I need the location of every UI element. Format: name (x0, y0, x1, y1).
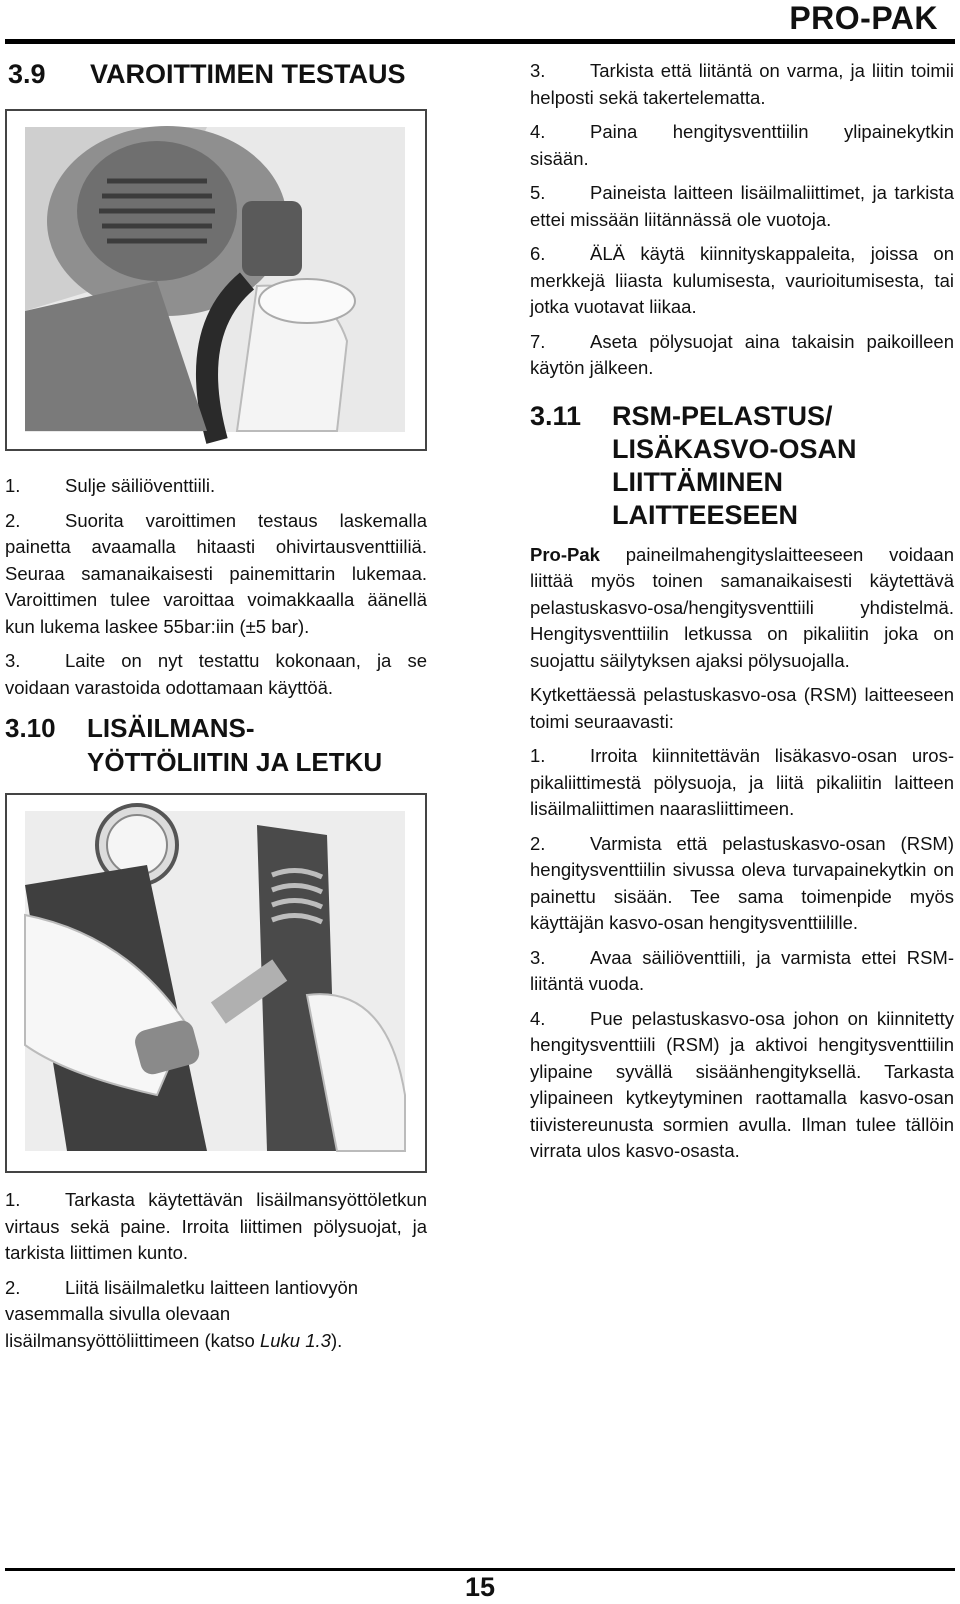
lead-paragraph: Kytkettäessä pelastuskasvo-osa (RSM) laitteeseen toimi seuraavasti: (530, 684, 954, 732)
section-number: 3.9 (8, 59, 46, 89)
list-item: 4. Pue pelastuskasvo-osa johon on kiinnitetty hengitysventtiili (RSM) ja aktivoi hengitysventtiilin ylipaine syvällä sisäänhengityksellä. Tarkasta ylipaineen kytkeytyminen raottamalla kasvo-osan tiivistereunusta sormien avulla. Ilman tulee tällöin virrata ulos kasvo-osasta. (530, 1007, 954, 1161)
list-item: 1. Irroita kiinnitettävän lisäkasvo-osan uros-pikaliittimestä pölysuoja, ja liitä pikaliitin laitteen lisäilmaliittimen naarasliittimeen. (530, 745, 954, 819)
section-3-11-heading (530, 400, 954, 532)
list-item: 7. Aseta pölysuojat aina takaisin paikoilleen käytön jälkeen. (530, 330, 954, 378)
cross-reference: Luku 1.3 (259, 1329, 331, 1351)
connector-illustration (7, 795, 425, 1171)
section-3-9-heading (8, 58, 427, 91)
list-item: 1. Sulje säiliöventtiili. (5, 475, 216, 496)
section-3-10-heading (5, 711, 427, 779)
mask-photo (5, 109, 427, 451)
right-column (530, 58, 954, 1173)
list-item: 3. Tarkista että liitäntä on varma, ja liitin toimii helposti sekä takertelematta. (530, 60, 954, 108)
left-column (5, 58, 427, 1362)
connector-photo (5, 793, 427, 1173)
list-item: 2. Suorita varoittimen testaus laskemalla painetta avaamalla hitaasti ohivirtausventtiiliä. Seuraa samanaikaisesti painemittarin lukemaa. Varoittimen tulee varoittaa voimakkaalla äänellä kun lukema laskee 55bar:iin (±5 bar). (5, 509, 427, 637)
list-item: 2. Liitä lisäilmaletku laitteen lantiovyön vasemmalla sivulla olevaan lisäilmansyöttöliittimeen (katso Luku 1.3). (5, 1276, 359, 1351)
section-title: VAROITTIMEN TESTAUS (90, 59, 406, 89)
list-item: 1. Tarkasta käytettävän lisäilmansyöttöletkun virtaus sekä paine. Irroita liittimen pölysuojat, ja tarkista liittimen kunto. (5, 1189, 427, 1263)
list-item: 6. ÄLÄ käytä kiinnityskappaleita, joissa on merkkejä liiasta kulumisesta, vaurioitumisesta, tai jotka vuotavat liikaa. (530, 243, 954, 317)
brand-header: PRO-PAK (789, 0, 938, 36)
page-number: 15 (464, 1572, 496, 1602)
section-title: LISÄILMANS- YÖTTÖLIITIN JA LETKU (87, 713, 383, 777)
list-item: 3. Avaa säiliöventtiili, ja varmista ettei RSM-liitäntä vuoda. (530, 946, 954, 994)
list-item: 2. Varmista että pelastuskasvo-osan (RSM) hengitysventtiilin sivussa oleva turvapainekytkin on painettu sisään. Tee sama toimenpide myös käyttäjän kasvo-osan hengitysventtiilille. (530, 832, 954, 933)
section-title: RSM-PELASTUS/ LISÄKASVO-OSAN LIITTÄMINEN LAITTEESEEN (612, 400, 857, 530)
list-item: 5. Paineista laitteen lisäilmaliittimet, ja tarkista ettei missään liitännässä ole vuotoja. (530, 182, 954, 230)
section-number: 3.11 (530, 400, 582, 431)
product-name: Pro-Pak (530, 543, 600, 565)
intro-paragraph: Pro-Pak paineilmahengityslaitteeseen voidaan liittää myös toinen samanaikaisesti käytettävä pelastuskasvo-osa/hengitysventtiili yhdistelmä. Hengitysventtiilin letkussa on pikaliitin joka on suojattu säilytyksen ajaksi pölysuojalla. (530, 543, 954, 671)
section-number: 3.10 (5, 713, 56, 743)
list-item: 3. Laite on nyt testattu kokonaan, ja se voidaan varastoida odottamaan käyttöä. (5, 650, 427, 698)
mask-illustration (7, 111, 425, 449)
header-rule (5, 39, 955, 44)
footer-rule (5, 1568, 955, 1571)
list-item: 4. Paina hengitysventtiilin ylipainekytkin sisään. (530, 121, 954, 169)
